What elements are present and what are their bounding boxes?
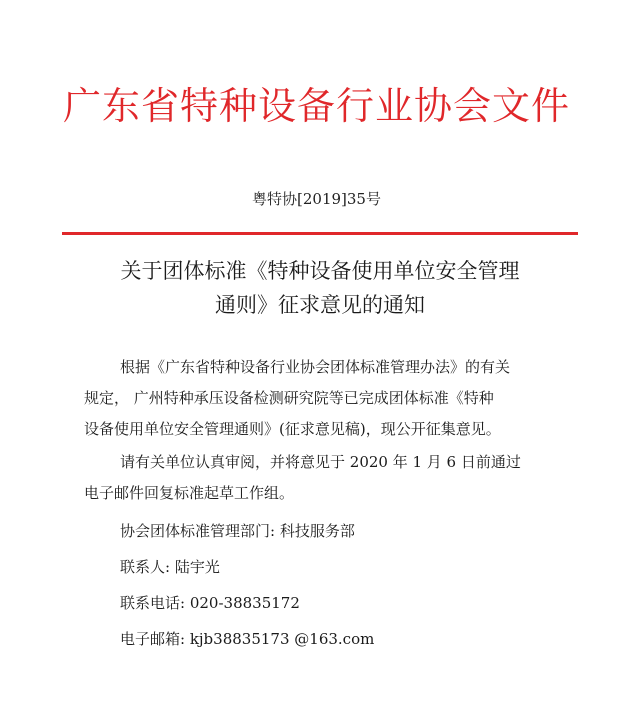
org-header-title: 广东省特种设备行业协会文件 (62, 84, 570, 128)
contact-department: 协会团体标准管理部门: 科技服务部 (120, 522, 355, 540)
paragraph-1-line-1: 根据《广东省特种设备行业协会团体标准管理办法》的有关 (120, 358, 511, 376)
paragraph-1-line-3: 设备使用单位安全管理通则》(征求意见稿)，现公开征集意见。 (84, 420, 501, 438)
contact-phone: 联系电话: 020-38835172 (120, 594, 300, 612)
paragraph-2-line-2: 电子邮件回复标准起草工作组。 (84, 484, 295, 502)
paragraph-1-line-2: 规定， 广州特种承压设备检测研究院等已完成团体标准《特种 (84, 389, 494, 407)
notice-title-line-2: 通则》征求意见的通知 (215, 293, 425, 317)
notice-title-line-1: 关于团体标准《特种设备使用单位安全管理 (120, 259, 520, 283)
notice-title (70, 254, 570, 322)
paragraph-1 (84, 352, 584, 445)
contact-email: 电子邮箱: kjb38835173 @163.com (120, 630, 375, 648)
contact-person: 联系人: 陆宇光 (120, 558, 220, 576)
contact-info (84, 513, 584, 657)
notice-body (84, 352, 584, 657)
document-number: 粤特协[2019]35号 (252, 190, 381, 208)
paragraph-2-line-1: 请有关单位认真审阅，并将意见于 2020 年 1 月 6 日前通过 (120, 453, 521, 471)
paragraph-2 (84, 447, 584, 509)
red-divider-line (62, 232, 578, 235)
